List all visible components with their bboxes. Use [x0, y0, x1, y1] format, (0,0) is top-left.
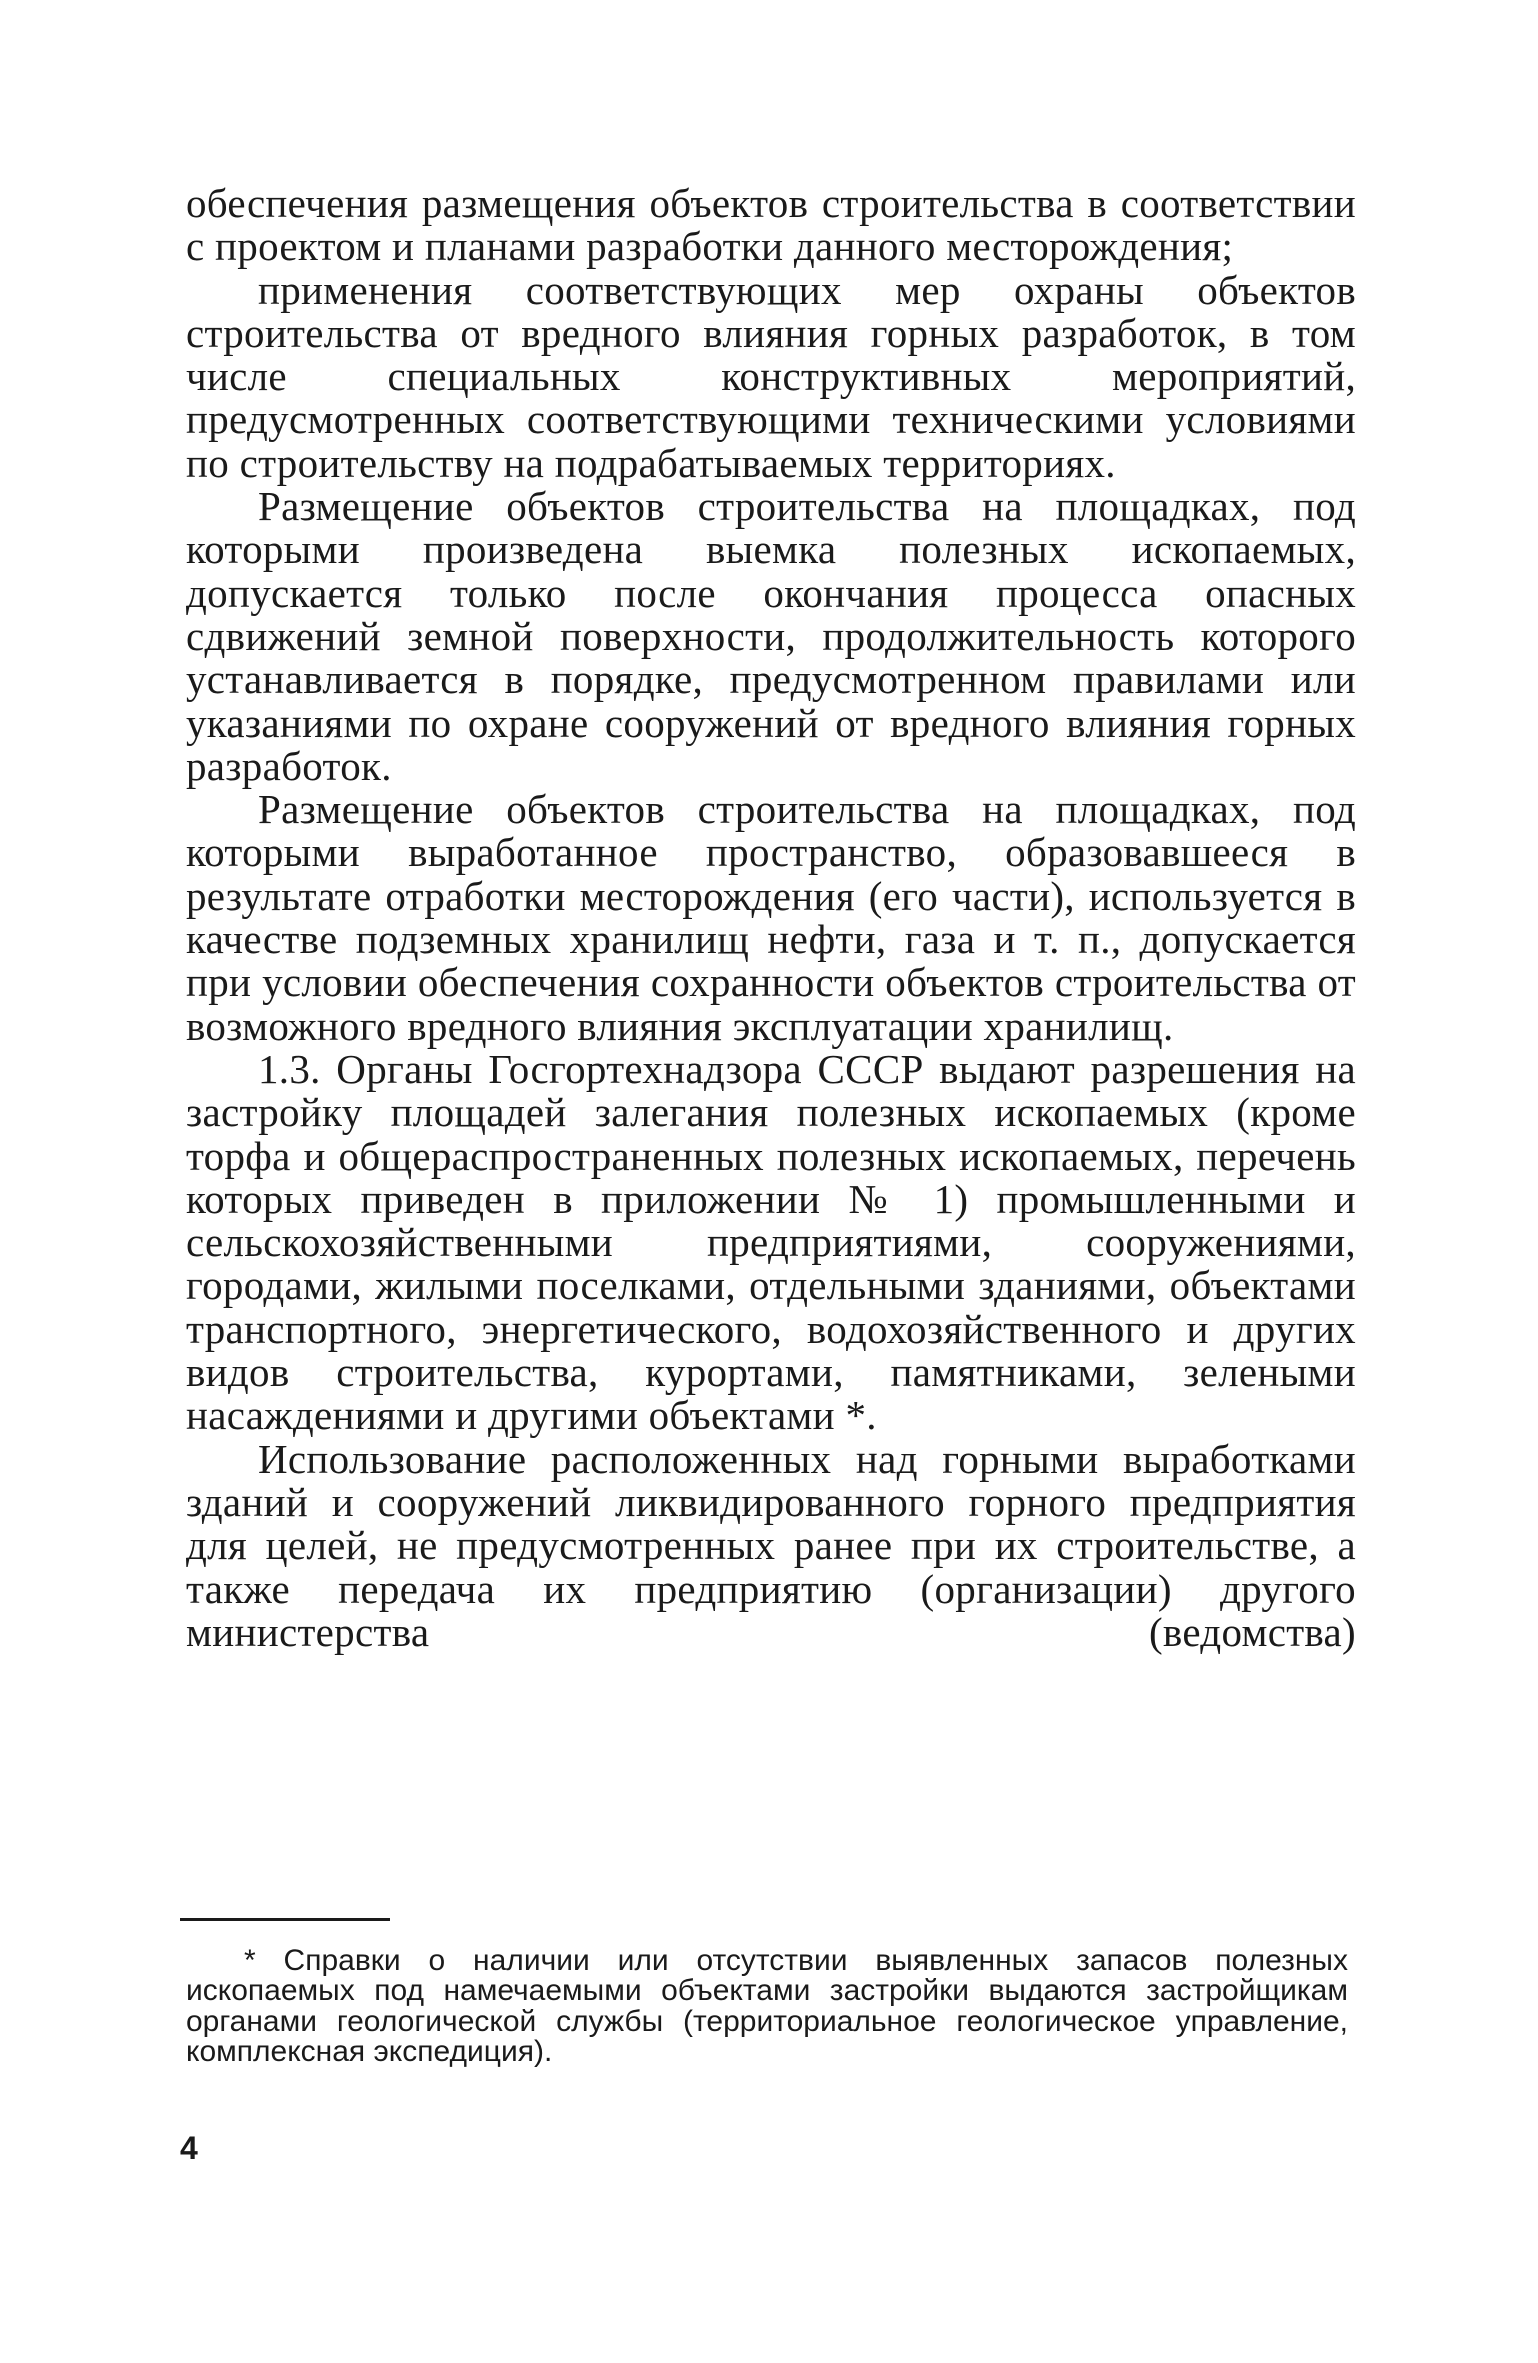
paragraph-3: Размещение объектов строительства на площадках, под которыми произведена выемка полезных ископаемых, допускается только после окончания процесса опасных сдвижений земной поверхности, продолжительность которого устанавливается в порядке, предусмотренном правилами или указаниями по охране сооружений от вредного влияния горных разработок.	[186, 483, 1356, 789]
paragraph-4: Размещение объектов строительства на площадках, под которыми выработанное пространство, образовавшееся в результате отработки месторождения (его части), используется в качестве подземных хранилищ нефти, газа и т. п., допускается при условии обеспечения сохранности объектов строительства от возможного вредного влияния эксплуатации хранилищ.	[186, 786, 1356, 1049]
footnote-divider	[180, 1918, 390, 1921]
main-text-block	[186, 182, 1356, 1654]
footnote: * Справки о наличии или отсутствии выявленных запасов полезных ископаемых под намечаемыми объектами застройки выдаются застройщикам органами геологической службы (территориальное геологическое управление, комплексная экспедиция).	[186, 1944, 1348, 2068]
paragraph-1: обеспечения размещения объектов строительства в соответствии с проектом и планами разработки данного месторождения;	[186, 180, 1356, 270]
paragraph-5-section-1-3: 1.3. Органы Госгортехнадзора СССР выдают разрешения на застройку площадей залегания полезных ископаемых (кроме торфа и общераспространенных полезных ископаемых, перечень которых приведен в приложении № 1) промышленными и сельскохозяйственными предприятиями, сооружениями, городами, жилыми поселками, отдельными зданиями, объектами транспортного, энергетического, водохозяйственного и других видов строительства, курортами, памятниками, зелеными насаждениями и другими объектами *.	[186, 1045, 1356, 1439]
paragraph-2: применения соответствующих мер охраны объектов строительства от вредного влияния горных разработок, в том числе специальных конструктивных мероприятий, предусмотренных соответствующими техническими условиями по строительству на подрабатываемых территориях.	[186, 266, 1356, 486]
page-number: 4	[180, 2130, 198, 2166]
paragraph-6: Использование расположенных над горными выработками зданий и сооружений ликвидированного горного предприятия для целей, не предусмотренных ранее при их строительстве, а также передача их предприятию (организации) другого министерства (ведомства)	[186, 1435, 1356, 1655]
